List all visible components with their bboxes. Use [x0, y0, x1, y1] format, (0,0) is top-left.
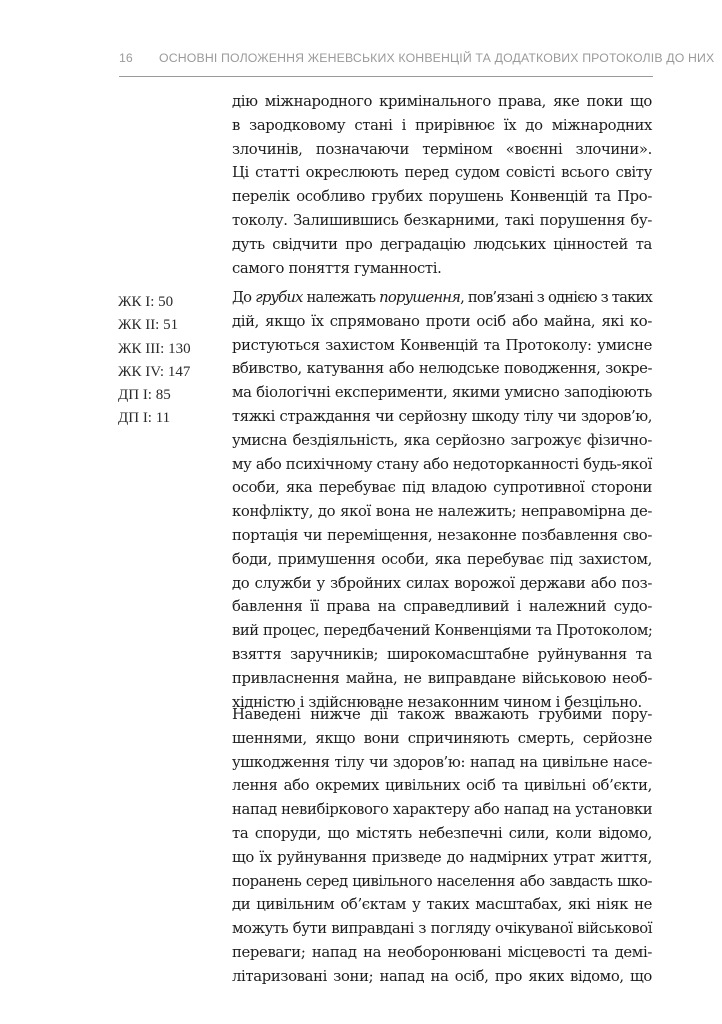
text-line: дуть свідчити про деградацію людських цінностей та [232, 235, 652, 253]
page-number: 16 [119, 51, 133, 65]
text-line: дію міжнародного кримінального права, яке поки що [232, 93, 652, 110]
text-line: ди цивільним об’єктам у таких масштабах, які ніяк не [232, 896, 652, 914]
text-run: , пов’язані з однією з таких [460, 289, 652, 306]
text-line: особи, яка перебуває під владою супротивної сторони [232, 479, 652, 497]
text-line: конфлікту, до якої вона не належить; неправомірна де- [232, 503, 652, 521]
text-run: До [232, 289, 256, 306]
paragraph-3 [232, 703, 652, 989]
margin-note: ЖК III: 130 [118, 340, 191, 357]
text-line: ма біологічні експерименти, якими умисно заподіюють [232, 384, 652, 402]
text-line: вий процес, передбачений Конвенціями та Протоколом; [232, 622, 653, 640]
text-line: та споруди, що містять небезпечні сили, коли відомо, [232, 824, 652, 842]
text-line: самого поняття гуманності. [232, 259, 442, 277]
text-line: умисна бездіяльність, яка серйозно загрожує фізично- [232, 431, 652, 449]
text-line: Ці статті окреслюють перед судом совісті всього світу [232, 164, 652, 182]
text-line: лення або окремих цивільних осіб та цивільні об’єкти, [232, 777, 652, 795]
text-line: ристуються захистом Конвенцій та Протоколу: умисне [232, 336, 652, 354]
text-line: літаризовані зони; напад на осіб, про яких відомо, що [232, 967, 652, 985]
margin-note: ЖК IV: 147 [118, 363, 191, 380]
text-line: портація чи переміщення, незаконне позбавлення сво- [232, 526, 652, 544]
margin-note: ЖК II: 51 [118, 317, 179, 334]
text-line: вбивство, катування або нелюдське поводження, зокре- [232, 360, 652, 378]
text-line: Наведені нижче дії також вважають грубими пору- [232, 706, 652, 723]
text-line: ушкодження тілу чи здоров’ю: напад на цивільне насе- [232, 753, 652, 771]
text-line: взяття заручників; широкомасштабне руйнування та [232, 645, 652, 663]
header-rule [119, 76, 653, 77]
running-title: ОСНОВНІ ПОЛОЖЕННЯ ЖЕНЕВСЬКИХ КОНВЕНЦІЙ ТА ДОДАТКОВИХ ПРОТОКОЛІВ ДО НИХ [159, 51, 715, 65]
text-line: му або психічному стану або недоторканності будь-якої [232, 455, 653, 473]
text-line: можуть бути виправдані з погляду очікуваної військової [232, 920, 652, 938]
text-line: до служби у збройних силах ворожої держави або поз- [232, 574, 652, 592]
text-line [232, 286, 652, 310]
text-line: токолу. Залишившись безкарними, такі порушення бу- [232, 211, 652, 229]
margin-notes [118, 291, 218, 431]
running-header [119, 51, 715, 69]
paragraph-2 [232, 286, 652, 714]
text-line: поранень серед цивільного населення або завдасть шко- [232, 872, 652, 890]
text-run: належать [302, 289, 380, 306]
text-line: перелік особливо грубих порушень Конвенцій та Про- [232, 188, 652, 206]
paragraph-1 [232, 90, 652, 280]
text-line: боди, примушення особи, яка перебуває під захистом, [232, 550, 652, 568]
text-line: переваги; напад на необоронювані місцевості та демі- [232, 943, 652, 961]
margin-note: ЖК I: 50 [118, 294, 174, 310]
text-line: бавлення її права на справедливий і належний судо- [232, 598, 652, 616]
margin-note: ДП I: 85 [118, 387, 171, 404]
text-line: в зародковому стані і прирівнює їх до міжнародних [232, 116, 652, 134]
text-line: злочинів, позначаючи терміном «воєнні злочини». [232, 140, 652, 158]
text-line: що їх руйнування призведе до надмірних утрат життя, [232, 848, 652, 866]
margin-note: ДП I: 11 [118, 410, 171, 427]
text-line: напад невибіркового характеру або напад на установки [232, 801, 653, 819]
text-line: тяжкі страждання чи серйозну шкоду тілу чи здоров’ю, [232, 407, 652, 425]
italic-term: грубих [255, 289, 303, 306]
text-line: хідністю і здійснюване незаконним чином і безцільно. [232, 693, 642, 711]
text-line: шеннями, якщо вони спричиняють смерть, серйозне [232, 729, 652, 747]
text-line: дій, якщо їх спрямовано проти осіб або майна, які ко- [232, 312, 652, 330]
italic-term: порушення [379, 289, 461, 306]
text-line: привласнення майна, не виправдане військовою необ- [232, 669, 652, 687]
